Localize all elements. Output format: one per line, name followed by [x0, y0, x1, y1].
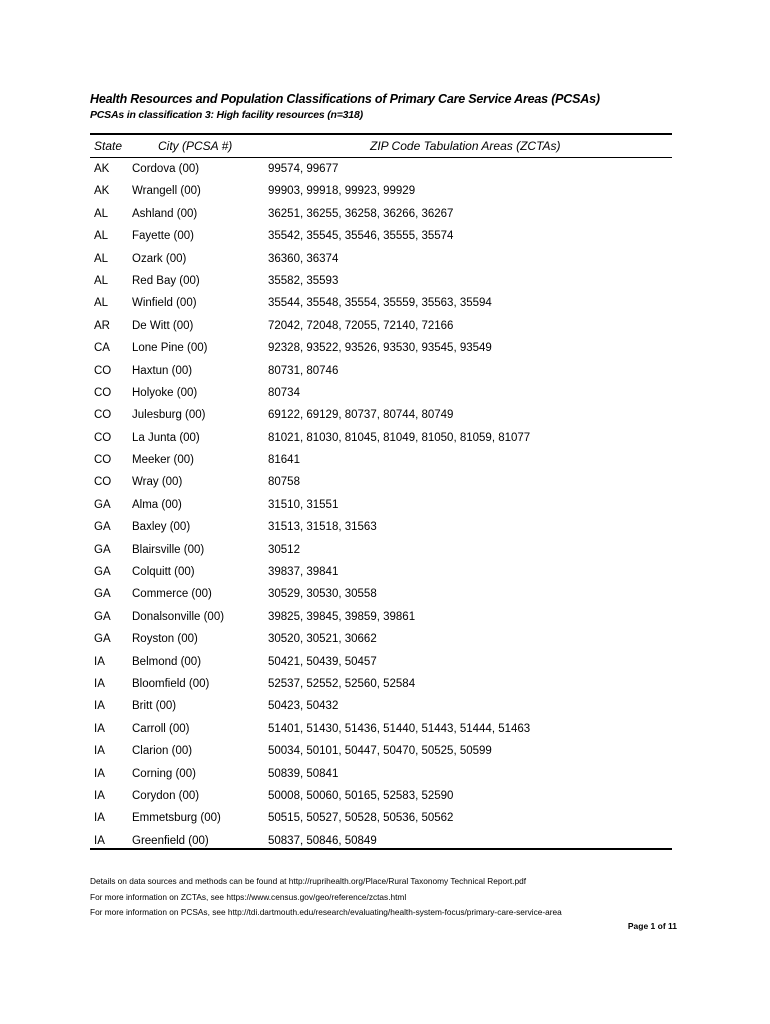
cell-city: Red Bay (00) — [132, 274, 200, 287]
cell-city: Wray (00) — [132, 476, 183, 489]
table-row — [0, 294, 770, 316]
cell-zcta: 99903, 99918, 99923, 99929 — [268, 185, 416, 198]
table-row — [0, 518, 770, 540]
cell-city: Clarion (00) — [132, 745, 193, 758]
cell-zcta: 31513, 31518, 31563 — [268, 521, 377, 534]
cell-zcta: 39825, 39845, 39859, 39861 — [268, 610, 416, 623]
footer-note-pcsas: For more information on PCSAs, see http://tdi.dartmouth.edu/research/evaluating/health-system-focus/primary-care-service-area — [90, 907, 562, 917]
cell-state: GA — [94, 498, 111, 511]
cell-zcta: 35542, 35545, 35546, 35555, 35574 — [268, 230, 454, 243]
cell-city: Bloomfield (00) — [132, 677, 210, 690]
cell-zcta: 30512 — [268, 543, 300, 556]
document-subtitle: PCSAs in classification 3: High facility resources (n=318) — [90, 109, 363, 121]
cell-zcta: 30520, 30521, 30662 — [268, 633, 377, 646]
cell-state: IA — [94, 655, 105, 668]
table-bottom-rule — [90, 848, 672, 850]
cell-state: AL — [94, 297, 109, 310]
cell-zcta: 35544, 35548, 35554, 35559, 35563, 35594 — [268, 297, 492, 310]
cell-state: CO — [94, 476, 112, 489]
cell-state: GA — [94, 588, 111, 601]
cell-city: De Witt (00) — [132, 319, 194, 332]
cell-state: IA — [94, 834, 105, 847]
cell-state: IA — [94, 700, 105, 713]
cell-city: Winfield (00) — [132, 297, 197, 310]
table-row — [0, 182, 770, 204]
cell-city: Belmond (00) — [132, 655, 202, 668]
table-header-rule — [90, 157, 672, 158]
table-row — [0, 832, 770, 854]
cell-state: AK — [94, 163, 110, 175]
cell-state: CO — [94, 364, 112, 377]
table-row — [0, 473, 770, 495]
cell-city: Cordova (00) — [132, 163, 200, 175]
cell-city: Colquitt (00) — [132, 566, 195, 579]
table-row — [0, 160, 770, 182]
table-row — [0, 496, 770, 518]
table-row — [0, 227, 770, 249]
table-row — [0, 653, 770, 675]
cell-zcta: 50423, 50432 — [268, 700, 339, 713]
cell-city: Lone Pine (00) — [132, 342, 208, 355]
cell-city: Baxley (00) — [132, 521, 191, 534]
cell-state: CO — [94, 409, 112, 422]
cell-zcta: 81021, 81030, 81045, 81049, 81050, 81059, 81077 — [268, 431, 531, 444]
column-header-city: City (PCSA #) — [158, 139, 233, 153]
table-row — [0, 406, 770, 428]
cell-city: Corning (00) — [132, 767, 196, 780]
cell-city: Alma (00) — [132, 498, 182, 511]
table-row — [0, 429, 770, 451]
table-row — [0, 742, 770, 764]
cell-state: CO — [94, 386, 112, 399]
table-row — [0, 541, 770, 563]
table-row — [0, 585, 770, 607]
cell-state: GA — [94, 610, 111, 623]
cell-zcta: 52537, 52552, 52560, 52584 — [268, 677, 416, 690]
table-row — [0, 250, 770, 272]
cell-state: IA — [94, 789, 105, 802]
cell-state: AR — [94, 319, 110, 332]
cell-zcta: 39837, 39841 — [268, 566, 339, 579]
cell-zcta: 80731, 80746 — [268, 364, 339, 377]
cell-state: CO — [94, 454, 112, 467]
table-body — [0, 160, 770, 854]
cell-zcta: 72042, 72048, 72055, 72140, 72166 — [268, 319, 454, 332]
cell-state: IA — [94, 812, 105, 825]
cell-city: La Junta (00) — [132, 431, 200, 444]
cell-zcta: 50837, 50846, 50849 — [268, 834, 377, 847]
cell-state: CO — [94, 431, 112, 444]
column-header-zcta: ZIP Code Tabulation Areas (ZCTAs) — [370, 139, 561, 153]
cell-zcta: 80758 — [268, 476, 300, 489]
cell-state: IA — [94, 745, 105, 758]
cell-zcta: 69122, 69129, 80737, 80744, 80749 — [268, 409, 454, 422]
cell-city: Holyoke (00) — [132, 386, 198, 399]
cell-zcta: 50839, 50841 — [268, 767, 339, 780]
cell-zcta: 81641 — [268, 454, 300, 467]
cell-city: Haxtun (00) — [132, 364, 193, 377]
cell-city: Emmetsburg (00) — [132, 812, 221, 825]
cell-zcta: 92328, 93522, 93526, 93530, 93545, 93549 — [268, 342, 492, 355]
cell-state: IA — [94, 677, 105, 690]
cell-state: AL — [94, 230, 109, 243]
cell-state: AL — [94, 274, 109, 287]
cell-city: Fayette (00) — [132, 230, 194, 243]
cell-city: Blairsville (00) — [132, 543, 205, 556]
page-number: Page 1 of 11 — [627, 921, 677, 931]
cell-city: Greenfield (00) — [132, 834, 209, 847]
cell-zcta: 50515, 50527, 50528, 50536, 50562 — [268, 812, 454, 825]
cell-city: Ozark (00) — [132, 252, 187, 265]
cell-zcta: 35582, 35593 — [268, 274, 339, 287]
table-row — [0, 205, 770, 227]
cell-city: Ashland (00) — [132, 207, 198, 220]
footer-note-methods: Details on data sources and methods can be found at http://ruprihealth.org/Place/Rural Taxonomy Technical Report.pdf — [90, 876, 526, 886]
table-row — [0, 362, 770, 384]
table-row — [0, 339, 770, 361]
cell-zcta: 99574, 99677 — [268, 163, 339, 175]
cell-zcta: 30529, 30530, 30558 — [268, 588, 377, 601]
cell-city: Commerce (00) — [132, 588, 212, 601]
cell-zcta: 31510, 31551 — [268, 498, 339, 511]
table-row — [0, 608, 770, 630]
table-row — [0, 675, 770, 697]
cell-city: Britt (00) — [132, 700, 177, 713]
cell-zcta: 36360, 36374 — [268, 252, 339, 265]
cell-city: Carroll (00) — [132, 722, 190, 735]
cell-state: IA — [94, 722, 105, 735]
column-header-state: State — [94, 139, 123, 153]
cell-state: GA — [94, 543, 111, 556]
cell-city: Meeker (00) — [132, 454, 194, 467]
table-row — [0, 809, 770, 831]
table-row — [0, 384, 770, 406]
cell-state: AK — [94, 185, 110, 198]
table-row — [0, 451, 770, 473]
table-row — [0, 272, 770, 294]
cell-state: GA — [94, 521, 111, 534]
cell-state: CA — [94, 342, 110, 355]
table-row — [0, 630, 770, 652]
cell-state: AL — [94, 207, 109, 220]
cell-city: Donalsonville (00) — [132, 610, 225, 623]
document-title: Health Resources and Population Classifications of Primary Care Service Areas (PCSAs) — [90, 92, 600, 106]
cell-zcta: 50008, 50060, 50165, 52583, 52590 — [268, 789, 454, 802]
table-row — [0, 765, 770, 787]
table-top-rule — [90, 133, 672, 135]
cell-zcta: 36251, 36255, 36258, 36266, 36267 — [268, 207, 454, 220]
cell-state: IA — [94, 767, 105, 780]
cell-city: Julesburg (00) — [132, 409, 206, 422]
footer-note-zctas: For more information on ZCTAs, see https://www.census.gov/geo/reference/zctas.html — [90, 892, 407, 902]
cell-zcta: 80734 — [268, 386, 300, 399]
cell-city: Corydon (00) — [132, 789, 200, 802]
cell-zcta: 50034, 50101, 50447, 50470, 50525, 50599 — [268, 745, 492, 758]
table-row — [0, 317, 770, 339]
table-row — [0, 787, 770, 809]
table-row — [0, 720, 770, 742]
cell-state: GA — [94, 566, 111, 579]
cell-city: Wrangell (00) — [132, 185, 201, 198]
cell-state: AL — [94, 252, 109, 265]
table-row — [0, 563, 770, 585]
cell-zcta: 51401, 51430, 51436, 51440, 51443, 51444, 51463 — [268, 722, 531, 735]
cell-city: Royston (00) — [132, 633, 198, 646]
cell-state: GA — [94, 633, 111, 646]
cell-zcta: 50421, 50439, 50457 — [268, 655, 377, 668]
table-row — [0, 697, 770, 719]
